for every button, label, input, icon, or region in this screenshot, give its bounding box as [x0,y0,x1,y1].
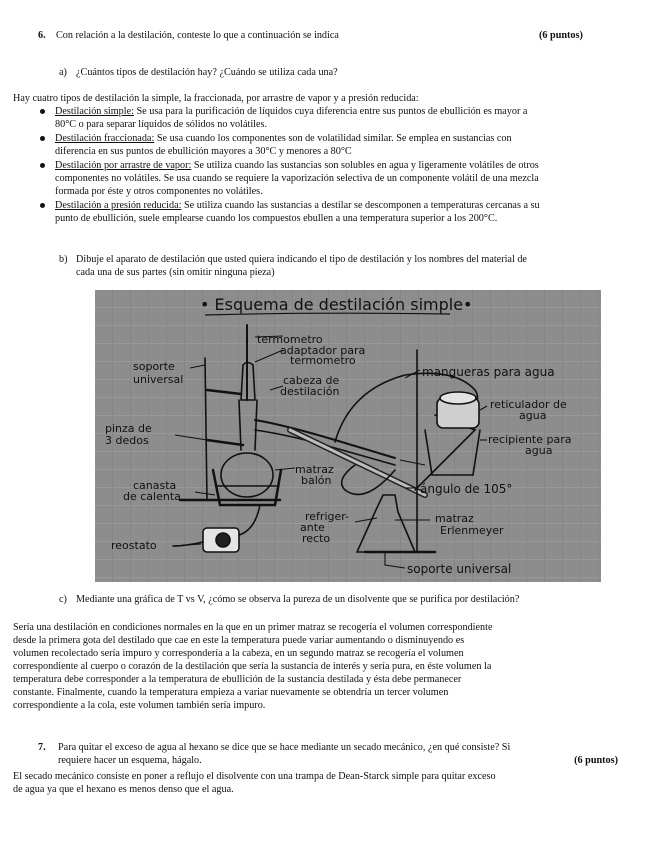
label-pinza-2: 3 dedos [105,434,149,447]
method-desc-cont: componentes no volátiles. Se usa cuando se requiere la vaporización selectiva de un componente volátil de una mezcla [55,173,539,184]
q6-number: 6. [38,30,46,41]
qc-question: Mediante una gráfica de T vs V, ¿cómo se observa la pureza de un disolvente que se purifica por destilación? [76,594,520,605]
qc-answer-line: volumen recolectado sería impuro y correspondería a la cabeza, en un segundo matraz se recogería el volumen [13,648,464,659]
label-reticulador: reticulador de [490,398,567,411]
label-recipiente-2: agua [525,444,553,457]
distillation-sketch [95,290,601,582]
sketch-title: • Esquema de destilación simple• [200,295,473,314]
label-matraz-balon-2: balón [301,474,332,487]
q6-text: Con relación a la destilación, conteste lo que a continuación se indica [56,30,339,41]
q7-answer-line: de agua ya que el hexano es menos denso que el agua. [13,784,234,795]
qb-line: Dibuje el aparato de destilación que usted quiera indicando el tipo de destilación y los nombres del material de [76,254,527,265]
label-erlenmeyer: matraz [435,512,474,525]
label-canasta-2: de calenta. [123,490,185,503]
q7-number: 7. [38,742,46,753]
method-desc: Se usa para la purificación de líquidos cuya diferencia entre sus puntos de ebullición es mayor a [133,106,528,117]
method-list [35,105,638,225]
label-canasta: canasta [133,479,177,492]
qc-answer-line: temperatura debe corresponder a la temperatura de ebullición de la sustancia destilada y ésta debe permanecer [13,674,462,685]
qc-letter: c) [59,594,67,605]
method-name: Destilación a presión reducida: [55,200,182,211]
qc-answer-line: correspondiente al cuerpo o corazón de la destilación que sería la sustancia de interés y sería pura, en éste volumen la [13,661,492,672]
qa-question: ¿Cuántos tipos de destilación hay? ¿Cuándo se utiliza cada una? [76,67,338,78]
label-cabeza: cabeza de [283,374,340,387]
method-item-presion [35,199,638,225]
method-item-arrastre [35,159,638,198]
rheostat-knob [216,533,230,547]
label-reticulador-2: agua [519,409,547,422]
q7-answer [13,770,643,796]
label-reostato: reostato [111,539,157,552]
q6-points: (6 puntos) [539,30,583,41]
qc-answer-line: desde la primera gota del destilado que cae en este la temperatura puede variar aumentando o disminuyendo es [13,635,465,646]
label-refrigerante: refriger- [305,510,350,523]
q7-points: (6 puntos) [574,755,618,766]
label-termometro: termometro [257,333,323,346]
method-desc: Se utiliza cuando las sustancias a destilar se descomponen a temperaturas cercanas a su [181,200,540,211]
label-angulo: ángulo de 105° [420,482,513,496]
label-adaptador: adaptador para [280,344,366,357]
label-soporte-2: universal [133,373,184,386]
label-matraz-balon: matraz [295,463,334,476]
qb-question [76,253,621,279]
method-desc-cont: 80°C o para separar líquidos de sólidos no volátiles. [55,119,268,130]
method-name: Destilación simple: [55,106,134,117]
q7-line: requiere hacer un esquema, hágalo. [58,755,202,766]
label-erlenmeyer-2: Erlenmeyer [440,524,504,537]
method-desc-cont: punto de ebullición, suele emplearse cuando los compuestos ebullen a una temperatura superior a los 200°C. [55,213,498,224]
qb-letter: b) [59,254,68,265]
reticulator-top [440,392,476,404]
label-refrigerante-2: ante [300,521,325,534]
method-desc: Se utiliza cuando las sustancias son solubles en agua y ligeramente volátiles de otros [191,160,539,171]
method-item-simple [35,105,638,131]
label-cabeza-2: destilación [280,385,340,398]
q7-answer-line: El secado mecánico consiste en poner a reflujo el disolvente con una trampa de Dean-Starck simple para quitar exceso [13,771,496,782]
q7-line: Para quitar el exceso de agua al hexano se dice que se hace mediante un secado mecánico, ¿en qué consiste? Si [58,742,511,753]
qa-answer [13,92,638,226]
method-item-fraccionada [35,132,638,158]
q7-question [58,741,618,767]
label-pinza: pinza de [105,422,152,435]
method-desc-cont: formada por éste y otros componentes no volátiles. [55,186,263,197]
qc-answer [13,621,643,712]
qb-line: cada una de sus partes (sin omitir ninguna pieza) [76,267,275,278]
label-adaptador-2: termometro [290,354,356,367]
label-refrigerante-3: recto [302,532,331,545]
label-recipiente: recipiente para [488,433,572,446]
method-name: Destilación fraccionada: [55,133,155,144]
label-mangueras: mangueras para agua [422,365,555,379]
qc-answer-line: constante. Finalmente, cuando la temperatura empieza a variar nuevamente se obtendría un tercer volumen [13,687,449,698]
label-soporte: soporte [133,360,175,373]
sketch-svg [95,290,601,582]
qa-answer-intro: Hay cuatro tipos de destilación la simple, la fraccionada, por arrastre de vapor y a presión reducida: [13,93,419,104]
method-desc: Se usa cuando los componentes son de volatilidad similar. Se emplea en sustancias con [154,133,512,144]
qc-answer-line: Sería una destilación en condiciones normales en la que en un primer matraz se recogería el volumen correspondiente [13,622,493,633]
method-name: Destilación por arrastre de vapor: [55,160,192,171]
method-desc-cont: diferencia en sus puntos de ebullición mayores a 30°C y menores a 80°C [55,146,352,157]
qa-letter: a) [59,67,67,78]
label-soporte-universal: soporte universal [407,562,512,576]
qc-answer-line: correspondiente a la cola, este volumen también sería impuro. [13,700,266,711]
